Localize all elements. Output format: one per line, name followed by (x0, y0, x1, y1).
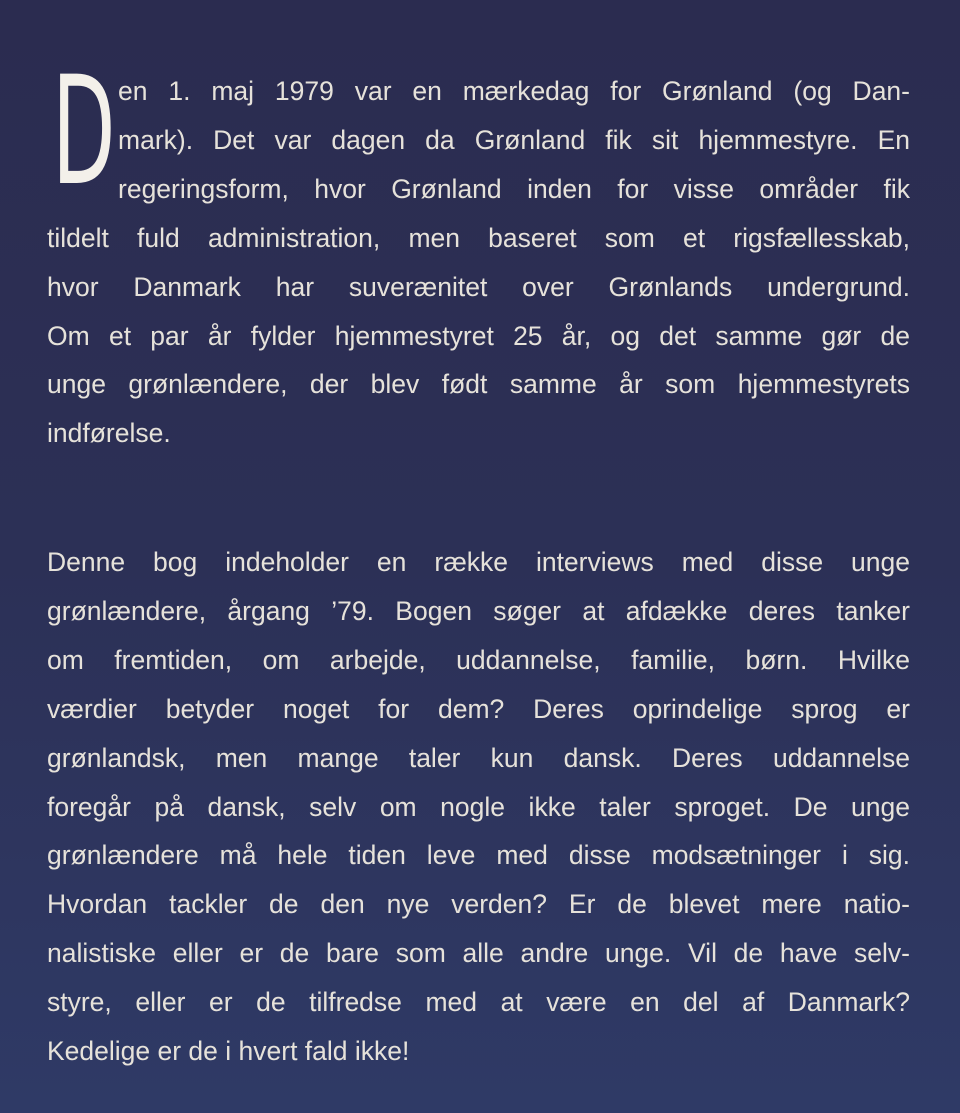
text-line: unge grønlændere, der blev født samme år som hjemmestyrets (47, 369, 910, 400)
text-line: hvor Danmark har suverænitet over Grønlands undergrund. (47, 271, 910, 302)
text-line: Hvordan tackler de den nye verden? Er de blevet mere natio- (47, 889, 910, 920)
text-line: foregår på dansk, selv om nogle ikke taler sproget. De unge (47, 791, 910, 822)
text-line: værdier betyder noget for dem? Deres oprindelige sprog er (47, 693, 910, 724)
text-line: regeringsform, hvor Grønland inden for visse områder fik (118, 173, 910, 204)
text-line: Denne bog indeholder en række interviews med disse unge (47, 547, 910, 577)
text-line: indførelse. (47, 418, 171, 449)
text-line: en 1. maj 1979 var en mærkedag for Grønland (og Dan- (118, 76, 910, 106)
text-line: om fremtiden, om arbejde, uddannelse, familie, børn. Hvilke (47, 644, 910, 675)
text-line: mark). Det var dagen da Grønland fik sit hjemmestyre. En (118, 124, 910, 155)
text-line: Kedelige er de i hvert fald ikke! (47, 1036, 410, 1066)
text-line: tildelt fuld administration, men baseret som et rigsfællesskab, (47, 222, 910, 253)
text-line: grønlændere, årgang ’79. Bogen søger at afdække deres tanker (47, 595, 910, 626)
text-line: nalistiske eller er de bare som alle andre unge. Vil de have selv- (47, 938, 910, 969)
text-line: grønlændere må hele tiden leve med disse modsætninger i sig. (47, 840, 910, 871)
drop-cap: D (52, 45, 116, 219)
text-line: grønlandsk, men mange taler kun dansk. Deres uddannelse (47, 742, 910, 773)
text-line: Om et par år fylder hjemmestyret 25 år, og det samme gør de (47, 320, 910, 351)
text-line: styre, eller er de tilfredse med at være en del af Danmark? (47, 987, 910, 1018)
